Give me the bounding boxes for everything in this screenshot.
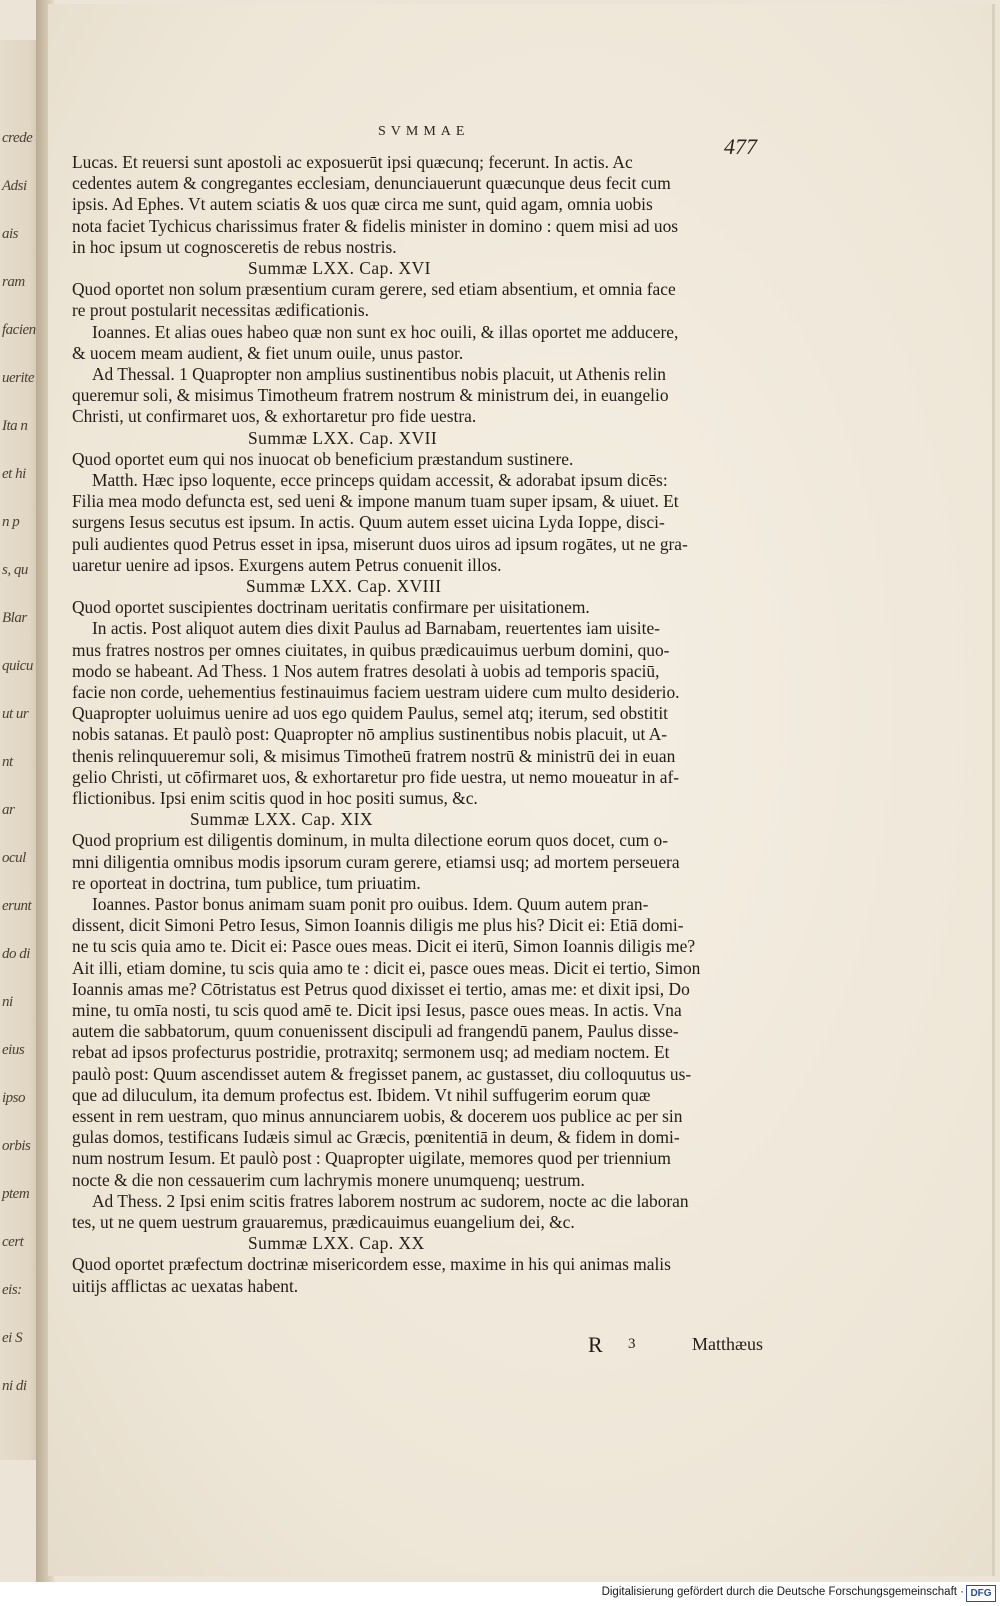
facing-page-fragment: crede bbox=[2, 130, 33, 146]
page-number: 477 bbox=[724, 134, 757, 159]
facing-page-fragment: ni bbox=[2, 994, 13, 1010]
facing-page-fragment: ocul bbox=[2, 850, 26, 866]
text-line: Ioannes. Et alias oues habeo quæ non sunt ex hoc ouili, & illas oportet me adducere, bbox=[92, 321, 679, 342]
text-line: Quod oportet eum qui nos inuocat ob beneficium præstandum sustinere. bbox=[72, 448, 574, 469]
text-line: flictionibus. Ipsi enim scitis quod in hoc positi sumus, &c. bbox=[72, 788, 478, 808]
facing-page-fragment: do di bbox=[2, 946, 30, 962]
facing-page-fragment: facien bbox=[2, 322, 36, 338]
facing-page-fragment: orbis bbox=[2, 1138, 31, 1154]
facing-page-fragment: Blar bbox=[2, 610, 27, 626]
text-line: Filia mea modo defuncta est, sed ueni & impone manum tuam super ipsam, & uiuet. Et bbox=[72, 491, 679, 512]
facing-page-fragment: Adsi bbox=[2, 178, 27, 194]
text-line: facie non corde, uehementius festinauimus faciem uestram uidere cum multo desiderio. bbox=[72, 682, 680, 702]
funding-credit: Digitalisierung gefördert durch die Deutsche Forschungsgemeinschaft · bbox=[601, 1586, 964, 1598]
text-line: puli audientes quod Petrus esset in ipsa, miserunt duos uiros ad ipsum rogātes, ut ne gra- bbox=[72, 533, 688, 554]
text-line: Ad Thess. 2 Ipsi enim scitis fratres laborem nostrum ac sudorem, nocte ac die laboran bbox=[92, 1190, 689, 1211]
text-line: ipsis. Ad Ephes. Vt autem sciatis & uos quæ circa me sunt, quid agam, omnia uobis bbox=[72, 194, 653, 215]
dfg-logo: DFG bbox=[966, 1585, 996, 1602]
text-line: Summæ LXX. Cap. XVII bbox=[248, 427, 438, 448]
text-line: ne tu scis quia amo te. Dicit ei: Pasce oues meas. Dicit ei iterū, Simon Ioannis diligis me? bbox=[72, 936, 696, 957]
facing-page-fragment: ni di bbox=[2, 1378, 27, 1394]
book-page bbox=[48, 4, 995, 1576]
text-line: Summæ LXX. Cap. XVI bbox=[248, 258, 431, 278]
text-line: Summæ LXX. Cap. XX bbox=[248, 1233, 425, 1254]
text-line: surgens Iesus secutus est ipsum. In actis. Quum autem esset uicina Lyda Ioppe, disci- bbox=[72, 512, 665, 533]
facing-page-fragment: ram bbox=[2, 274, 25, 290]
text-line: uaretur uenire ad ipsos. Exurgens autem Petrus conuenit illos. bbox=[72, 554, 502, 575]
text-line: Lucas. Et reuersi sunt apostoli ac exposuerūt ipsi quæcunq; fecerunt. In actis. Ac bbox=[72, 152, 633, 172]
text-line: re prout postularit necessitas ædificationis. bbox=[72, 300, 370, 321]
text-line: Summæ LXX. Cap. XVIII bbox=[246, 576, 442, 596]
text-line: Matth. Hæc ipso loquente, ecce princeps quidam accessit, & adorabat ipsum dicēs: bbox=[92, 470, 668, 490]
signature-number: 3 bbox=[628, 1336, 636, 1352]
credit-bar bbox=[0, 1582, 1000, 1606]
text-line: thenis relinquueremur soli, & misimus Timotheū fratrem nostrū & ministrū dei in euan bbox=[72, 745, 676, 766]
facing-page-fragment: ei S bbox=[2, 1330, 23, 1346]
text-line: cedentes autem & congregantes ecclesiam, denunciauerunt quæcunque deus fecit cum bbox=[72, 173, 671, 194]
facing-page-fragment: uerite bbox=[2, 370, 34, 386]
facing-page-fragment: nt bbox=[2, 754, 13, 770]
facing-page-fragment: et hi bbox=[2, 466, 26, 482]
facing-page-fragment: erunt bbox=[2, 898, 32, 914]
text-line: re oporteat in doctrina, tum publice, tum priuatim. bbox=[72, 872, 421, 893]
text-line: nota faciet Tychicus charissimus frater & fidelis minister in domino : quem misi ad uos bbox=[72, 215, 679, 236]
text-line: que ad diluculum, ita demum profectus est. Ibidem. Vt nihil suffugerim eorum quæ bbox=[72, 1084, 651, 1105]
text-line: queremur soli, & misimus Timotheum fratrem nostrum & ministrum dei, in euangelio bbox=[72, 385, 669, 406]
text-line: Quod oportet non solum præsentium curam gerere, sed etiam absentium, et omnia face bbox=[72, 279, 676, 300]
facing-page-fragment: s, qu bbox=[2, 562, 28, 578]
text-line: Quapropter uoluimus uenire ad uos ego quidem Paulus, semel atq; iterum, sed obstitit bbox=[72, 703, 669, 724]
text-line: & uocem meam audient, & fiet unum ouile, unus pastor. bbox=[72, 342, 464, 363]
text-line: Quod proprium est diligentis dominum, in multa dilectione eorum quos docet, cum o- bbox=[72, 830, 669, 851]
text-line: Ioannes. Pastor bonus animam suam ponit pro ouibus. Idem. Quum autem pran- bbox=[92, 894, 649, 914]
text-line: nobis satanas. Et paulò post: Quapropter nō amplius sustinentibus nobis placuit, ut A- bbox=[72, 724, 668, 745]
facing-page-fragment: n p bbox=[2, 514, 20, 530]
text-line: mni diligentia omnibus modis ipsorum curam gerere, etiamsi usq; ad mortem perseuera bbox=[72, 851, 680, 872]
text-line: Quod oportet suscipientes doctrinam ueritatis confirmare per uisitationem. bbox=[72, 597, 590, 618]
text-line: rebat ad ipsos profecturus postridie, protraxitq; sermonem usq; ad mediam noctem. Et bbox=[72, 1042, 670, 1063]
text-line: autem die sabbatorum, quum conuenissent discipuli ad frangendū panem, Paulus disse- bbox=[72, 1021, 679, 1042]
text-line: uitijs afflictas ac uexatas habent. bbox=[72, 1275, 299, 1296]
catchword: Matthæus bbox=[692, 1334, 764, 1354]
facing-page-fragment: quicu bbox=[2, 658, 33, 674]
text-line: paulò post: Quum ascendisset autem & fregisset panem, ac gustasset, diu colloquutus us- bbox=[72, 1063, 692, 1084]
text-line: nocte & die non cessauerim cum lachrymis monere unumquenq; uestrum. bbox=[72, 1169, 585, 1190]
text-line: Quod oportet præfectum doctrinæ misericordem esse, maxime in his qui animas malis bbox=[72, 1254, 671, 1275]
text-line: dissent, dicit Simoni Petro Iesus, Simon Ioannis diligis me plus his? Dicit ei: Etiā domi- bbox=[72, 915, 684, 936]
text-line: essent in rem uestram, quo minus annunciarem uobis, & docerem uos publice ac per sin bbox=[72, 1106, 683, 1126]
text-line: gelio Christi, ut cōfirmaret uos, & exhortaretur pro fide uestra, ut nemo moueatur in af- bbox=[72, 766, 680, 787]
facing-page-fragment: ipso bbox=[2, 1090, 26, 1106]
facing-page-fragment: eius bbox=[2, 1042, 25, 1058]
running-head: SVMMAE bbox=[378, 124, 470, 139]
text-line: mine, tu omīa nosti, tu scis quod amē te. Dicit ipsi Iesus, pasce oues meas. In actis. Vna bbox=[72, 1000, 682, 1020]
facing-page-fragment: Ita n bbox=[2, 418, 28, 434]
text-line: in hoc ipsum ut cognosceretis de rebus nostris. bbox=[72, 236, 397, 257]
text-line: Ait illi, etiam domine, tu scis quia amo te : dicit ei, pasce oues meas. Dicit ei tertio, Simon bbox=[72, 957, 701, 978]
text-line: Christi, ut confirmaret uos, & exhortaretur pro fide uestra. bbox=[72, 406, 477, 427]
facing-page-fragment: ut ur bbox=[2, 706, 29, 722]
signature-mark: R bbox=[588, 1332, 603, 1357]
facing-page-fragment: ais bbox=[2, 226, 19, 242]
text-line: Ioannis amas me? Cōtristatus est Petrus quod dixisset ei tertio, amas me: et dixit ipsi, Do bbox=[72, 978, 690, 999]
text-line: Summæ LXX. Cap. XIX bbox=[190, 809, 373, 830]
text-line: modo se habeant. Ad Thess. 1 Nos autem fratres desolati à uobis ad temporis spaciū, bbox=[72, 660, 660, 681]
facing-page-fragment: cert bbox=[2, 1234, 24, 1250]
facing-page-fragment: eis: bbox=[2, 1282, 22, 1298]
text-line: num nostrum Iesum. Et paulò post : Quapropter uigilate, memores quod per triennium bbox=[72, 1148, 671, 1169]
text-line: Ad Thessal. 1 Quapropter non amplius sustinentibus nobis placuit, ut Athenis relin bbox=[92, 364, 666, 384]
text-line: In actis. Post aliquot autem dies dixit Paulus ad Barnabam, reuertentes iam uisite- bbox=[92, 618, 660, 639]
text-line: tes, ut ne quem uestrum grauaremus, prædicauimus euangelium dei, &c. bbox=[72, 1212, 575, 1232]
facing-page-fragment: ptem bbox=[2, 1186, 30, 1202]
text-line: gulas domos, testificans Iudæis simul ac Græcis, pœnitentiā in deum, & fidem in domi- bbox=[72, 1127, 680, 1148]
text-line: mus fratres nostros per omnes ciuitates, in quibus prædicauimus uerbum domini, quo- bbox=[72, 639, 670, 660]
facing-page-fragment: ar bbox=[2, 802, 15, 818]
